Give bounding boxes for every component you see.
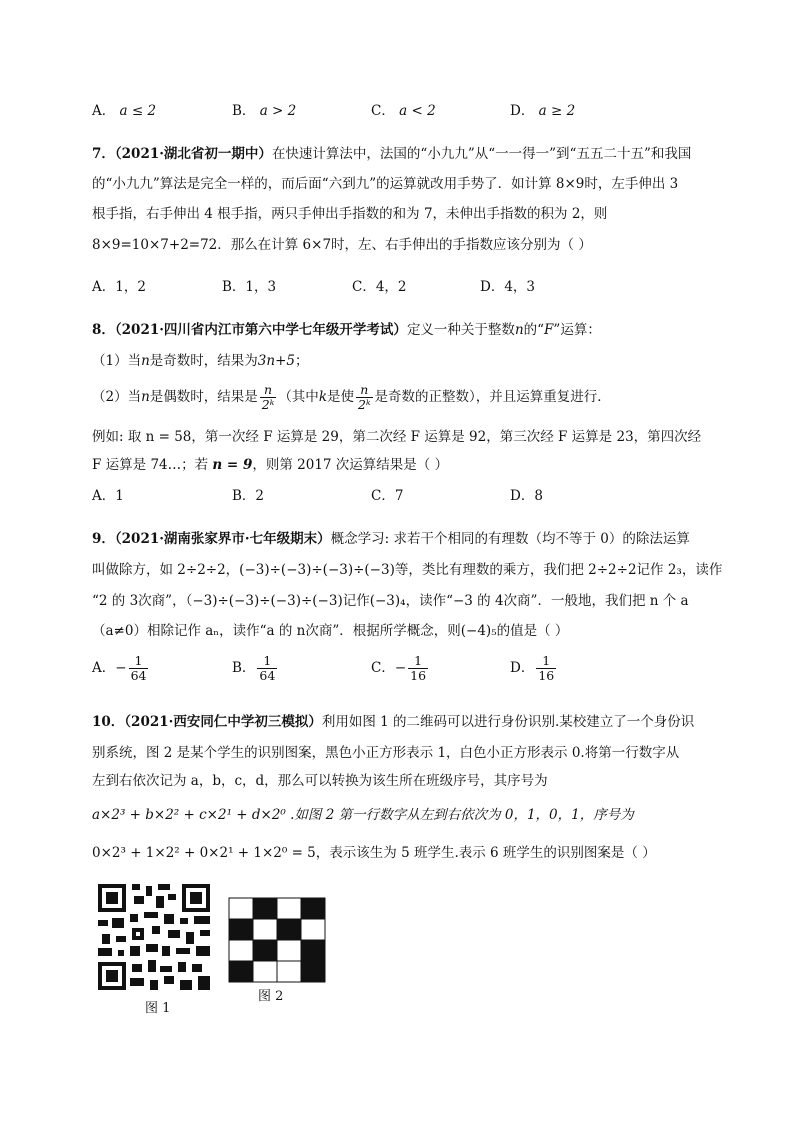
- q7-option-c: C．4，2: [352, 279, 407, 295]
- q10-line-2: 别系统，图 2 是某个学生的识别图案，黑色小正方形表示 1，白色小正方形表示 0.将第一行数字从: [92, 745, 680, 761]
- q8-option-c: C．7: [371, 488, 404, 504]
- grid-cell-r0-c3: [301, 898, 325, 919]
- grid-cell-r0-c2: [277, 898, 301, 919]
- grid-cell-r1-c0: [229, 919, 253, 940]
- q9-option-c: C．− $\frac{1}{16}$: [371, 653, 427, 683]
- fraction-n-over-2k: $\frac{n}{\text{2ᵏ}}$: [261, 382, 275, 412]
- figure-1-caption: 图 1: [145, 1001, 171, 1016]
- q8-example-2: F 运算是 74…；若 n = 9，则第 2017 次运算结果是（ ）: [92, 457, 449, 473]
- q8-option-b: B．2: [232, 488, 265, 504]
- q8-case-1: （1）当n是奇数时，结果为3n+5；: [92, 353, 309, 369]
- grid-cell-r2-c2: [277, 940, 301, 961]
- grid-cell-r0-c1: [253, 898, 277, 919]
- q8-option-d: D．8: [510, 488, 543, 504]
- q9-option-a: A．− $\frac{1}{64}$: [92, 653, 147, 683]
- grid-cell-r3-c1: [253, 961, 277, 982]
- q7-line-4: 8×9=10×7+2=72．那么在计算 6×7时，左、右手伸出的手指数应该分别为（ ）: [92, 237, 592, 253]
- q7-line-3: 根手指，右手伸出 4 根手指，两只手伸出手指数的和为 7，未伸出手指数的积为 2，则: [92, 206, 608, 222]
- q10-line-5: 0×2³ + 1×2² + 0×2¹ + 1×2⁰ = 5，表示该生为 5 班学生.表示 6 班学生的识别图案是（ ）: [92, 845, 656, 861]
- q9-line-2: 叫做除方，如 2÷2÷2，(−3)÷(−3)÷(−3)÷(−3)等，类比有理数的乘方，我们把 2÷2÷2记作 2₃，读作: [92, 562, 723, 578]
- grid-cell-r3-c0: [229, 961, 253, 982]
- q8-line-1: 8．（2021·四川省内江市第六中学七年级开学考试）定义一种关于整数n的“F”运算：: [92, 322, 601, 338]
- q9-option-d: D． $\frac{1}{16}$: [510, 653, 555, 683]
- q7-option-b: B．1，3: [222, 279, 277, 295]
- q7-line-1: 7．（2021·湖北省初一期中）在快速计算法中，法国的“小九九”从“一一得一”到“五五二十五”和我国: [92, 146, 692, 162]
- figure-2-caption: 图 2: [258, 989, 284, 1004]
- q8-option-a: A．1: [92, 488, 124, 504]
- grid-cell-r2-c3: [301, 940, 325, 961]
- q6-option-c: C． a < 2: [371, 103, 436, 119]
- q6-option-a: A． a ≤ 2: [92, 103, 157, 119]
- q6-option-d: D． a ≥ 2: [510, 103, 576, 119]
- q9-option-b: B． $\frac{1}{64}$: [232, 653, 276, 683]
- q10-line-3: 左到右依次记为 a，b，c，d，那么可以转换为该生所在班级序号，其序号为: [92, 773, 548, 789]
- grid-cell-r2-c1: [253, 940, 277, 961]
- q10-line-1: 10．（2021·西安同仁中学初三模拟）利用如图 1 的二维码可以进行身份识别.某校建立了一个身份识: [92, 714, 695, 730]
- identification-grid-figure: [228, 897, 328, 983]
- q8-case-2: （2）当n是偶数时，结果是 $\frac{n}{\text{2ᵏ}}$ （其中k是使 $\frac{n}{\text{2ᵏ}}$ 是奇数的正整数），并且运算重复进行．: [92, 382, 611, 412]
- q7-option-d: D．4，3: [480, 279, 536, 295]
- grid-cell-r1-c2: [277, 919, 301, 940]
- grid-cell-r2-c0: [229, 940, 253, 961]
- q7-option-a: A．1，2: [92, 279, 146, 295]
- q10-line-4: a×2³ + b×2² + c×2¹ + d×2⁰ .如图 2 第一行数字从左到右依次为 0，1，0，1，序号为: [92, 807, 634, 823]
- q9-line-4: （a≠0）相除记作 aₙ，读作“a 的 n次商”．根据所学概念，则(−4)₅的值是（ ）: [92, 623, 569, 639]
- q6-option-b: B． a > 2: [232, 103, 297, 119]
- grid-cell-r3-c3: [301, 961, 325, 982]
- q9-line-3: “2 的 3次商”，（−3)÷(−3)÷(−3)÷(−3)记作(−3)₄，读作“−3 的 4次商”．一般地，我们把 n 个 a: [92, 593, 689, 609]
- grid-cell-r3-c2: [277, 961, 301, 982]
- qr-code-figure: [98, 884, 214, 994]
- grid-cell-r0-c0: [229, 898, 253, 919]
- grid-cell-r1-c1: [253, 919, 277, 940]
- q7-line-2: 的“小九九”算法是完全一样的，而后面“六到九”的运算就改用手势了．如计算 8×9时，左手伸出 3: [92, 176, 679, 192]
- q9-line-1: 9．（2021·湖南张家界市·七年级期末）概念学习: 求若干个相同的有理数（均不等于 0）的除法运算: [92, 531, 690, 547]
- fraction-n-over-2k: $\frac{n}{\text{2ᵏ}}$: [358, 382, 371, 412]
- q8-example-1: 例如: 取 n = 58，第一次经 F 运算是 29，第二次经 F 运算是 92，第三次经 F 运算是 23，第四次经: [92, 429, 702, 445]
- grid-cell-r1-c3: [301, 919, 325, 940]
